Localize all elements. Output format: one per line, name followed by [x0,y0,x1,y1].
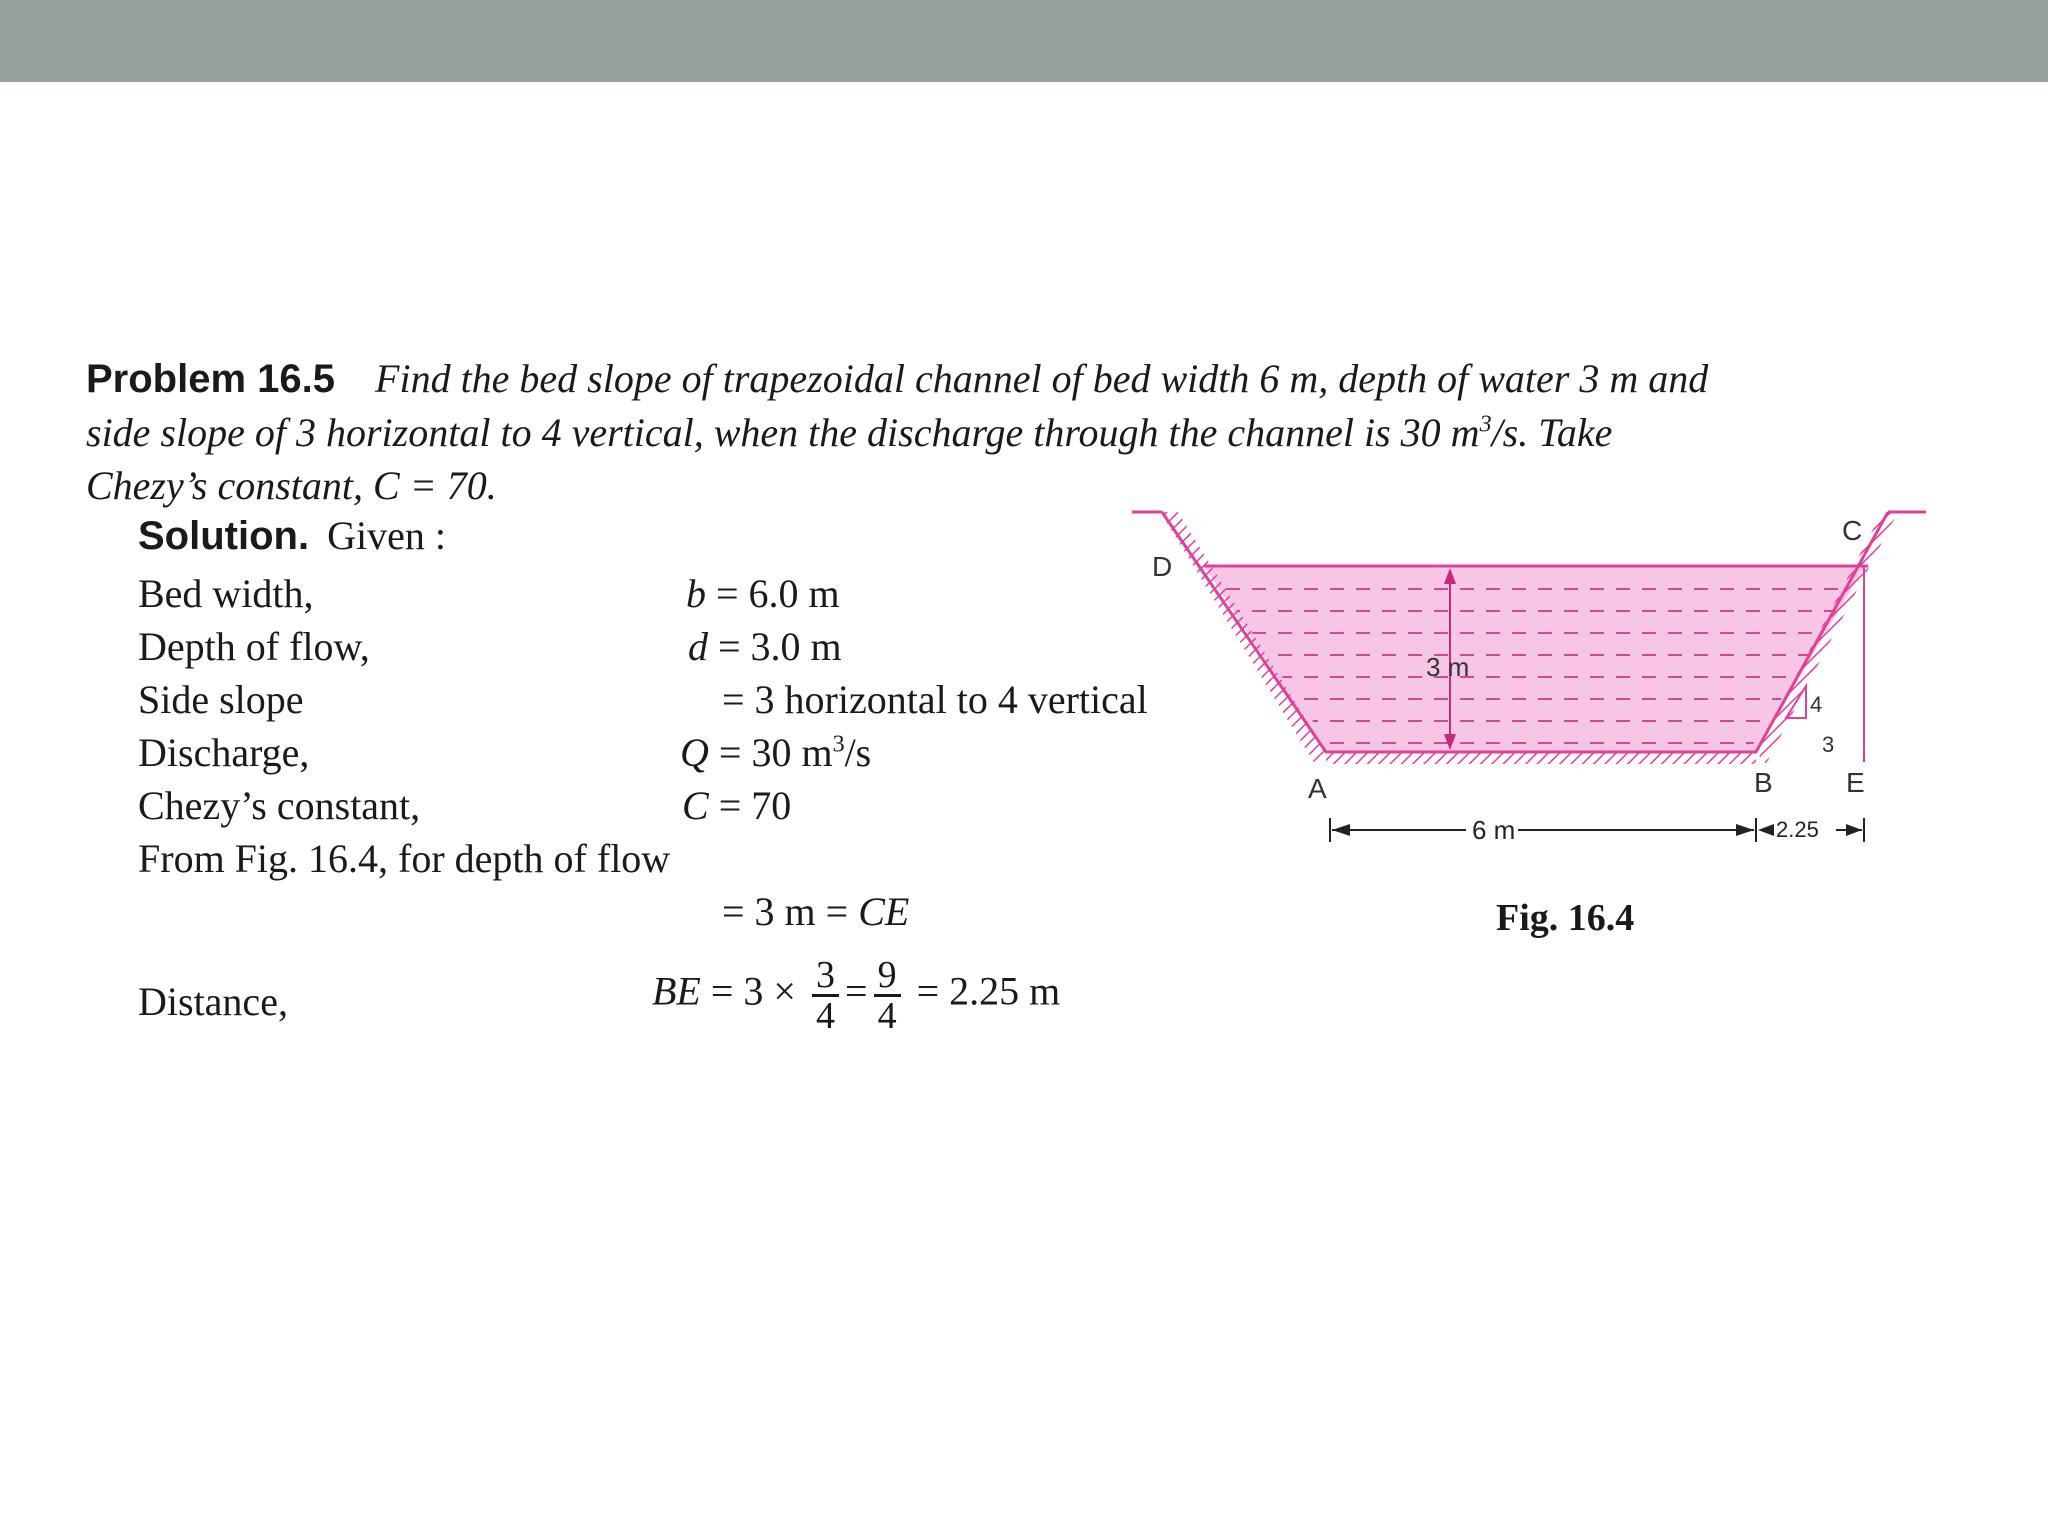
given-value [688,623,842,670]
fraction-numerator: 9 [874,956,901,997]
given-label: Bed width, [138,571,314,616]
point-label-a: A [1308,773,1327,804]
point-label-b: B [1754,767,1773,798]
given-value-text: = 6.0 m [716,571,840,616]
point-label-e: E [1846,767,1865,798]
fraction-denominator: 4 [816,995,835,1037]
bed-width-arrow-left [1332,824,1350,836]
given-value-text: = 70 [718,783,792,828]
distance-label: Distance, [138,979,288,1024]
solution-given: Given : [327,513,446,558]
distance-symbol: BE [652,968,701,1014]
given-value [686,570,840,617]
given-symbol: b [686,571,706,616]
given-value [722,676,1148,723]
given-value-tail: /s [844,730,872,775]
given-symbol: Q [680,730,709,775]
problem-line-1 [86,352,1928,406]
fraction-3-over-4 [812,956,839,1035]
given-value-sup: 3 [832,731,845,758]
depth-equation [722,888,909,935]
distance-equation [652,956,1060,1035]
solution-label: Solution. [138,514,310,558]
solution-heading [138,512,446,559]
slope-vertical-label: 4 [1810,692,1823,717]
fraction-9-over-4 [874,956,901,1035]
offset-arrow-right [1846,824,1862,836]
depth-eq-symbol: CE [858,889,910,934]
bed-width-arrow-right [1736,824,1754,836]
distance-eq: = 3 × [700,968,796,1014]
offset-arrow-left [1758,824,1774,836]
fraction-denominator: 4 [877,995,897,1037]
problem-heading: Problem 16.5 [86,357,336,401]
given-label: Depth of flow, [138,624,370,669]
trapezoidal-channel-figure [1120,490,1950,890]
fraction-numerator: 3 [812,956,839,997]
problem-text-1: Find the bed slope of trapezoidal channel of bed width 6 m, depth of water 3 m and [375,356,1709,401]
problem-text-2-sup: 3 [1479,411,1492,438]
problem-text-2a: side slope of 3 horizontal to 4 vertical, when the discharge through the channel is 30 m [86,410,1480,455]
problem-text-2b: /s. Take [1491,410,1613,455]
distance-result: = 2.25 m [916,968,1061,1014]
offset-label: 2.25 [1776,817,1819,842]
slope-horizontal-label: 3 [1822,732,1835,757]
given-value-text: = 30 m [718,730,833,775]
point-label-d: D [1152,551,1173,582]
problem-line-2 [86,406,1928,459]
given-value [680,729,871,776]
depth-label: 3 m [1426,652,1470,682]
figure-caption: Fig. 16.4 [1496,897,1635,939]
point-label-c: C [1842,515,1863,546]
given-label: Side slope [138,677,304,722]
distance-equals: = [845,968,868,1014]
given-symbol: C [682,783,709,828]
depth-eq-prefix: = 3 m = [722,889,859,934]
given-value [682,782,791,829]
given-label: Chezy’s constant, [138,783,421,828]
bed-hatch [1326,752,1756,764]
bed-width-label: 6 m [1472,815,1516,845]
given-label: Discharge, [138,730,310,775]
from-fig-text: From Fig. 16.4, for depth of flow [138,836,671,881]
given-value-text: = 3.0 m [718,624,842,669]
given-value-text: = 3 horizontal to 4 vertical [722,677,1148,722]
given-symbol: d [688,624,708,669]
problem-text-3: Chezy’s constant, C = 70. [86,463,497,508]
problem-statement [86,352,1928,512]
